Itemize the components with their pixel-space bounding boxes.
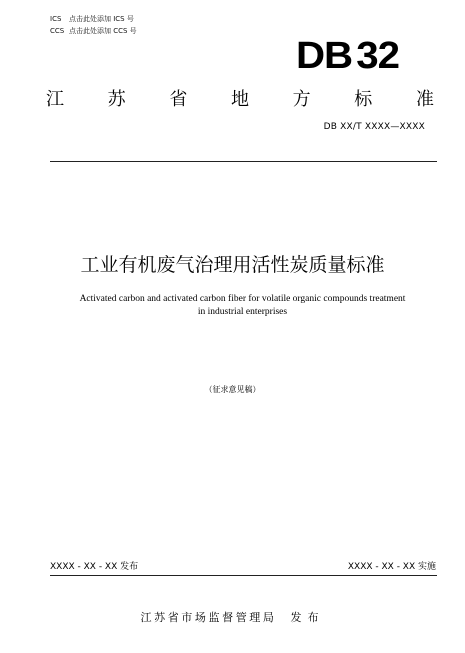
- standard-type-char: 标: [354, 89, 373, 110]
- db-logo-prefix: DB: [295, 35, 353, 77]
- title-english-line-1: Activated carbon and activated carbon fiber for volatile organic compounds treatment: [79, 294, 406, 304]
- db-logo: [285, 36, 399, 76]
- ics-line: [50, 15, 134, 24]
- issuer-action: 发布: [290, 611, 325, 624]
- ccs-placeholder[interactable]: 点击此处添加 CCS 号: [69, 27, 137, 35]
- issuer-line: [0, 609, 465, 625]
- standard-type-char: 苏: [107, 89, 126, 110]
- ccs-label: CCS: [50, 27, 65, 35]
- db-logo-number: 32: [356, 35, 399, 77]
- standard-type-heading: [46, 86, 434, 110]
- implementation-date: XXXX - XX - XX 实施: [347, 562, 436, 572]
- standard-code: DB XX/T XXXX—XXXX: [323, 122, 425, 132]
- issue-date: XXXX - XX - XX 发布: [50, 562, 139, 572]
- standard-type-char: 省: [169, 89, 188, 110]
- title-english: [30, 293, 455, 319]
- issuer-organization: 江苏省市场监督管理局: [140, 611, 277, 624]
- title-chinese: 工业有机废气治理用活性炭质量标准: [80, 254, 385, 276]
- ics-placeholder[interactable]: 点击此处添加 ICS 号: [69, 15, 134, 23]
- standard-type-char: 地: [230, 89, 249, 110]
- draft-status: （征求意见稿）: [204, 385, 261, 394]
- header-divider: [50, 161, 437, 162]
- standard-type-char: 江: [46, 89, 64, 110]
- ccs-line: [50, 27, 137, 36]
- ics-label: ICS: [50, 15, 62, 23]
- title-english-line-2: in industrial enterprises: [197, 307, 288, 317]
- footer-divider: [50, 575, 437, 576]
- standard-type-char: 方: [292, 89, 311, 110]
- standard-type-char: 准: [415, 89, 434, 110]
